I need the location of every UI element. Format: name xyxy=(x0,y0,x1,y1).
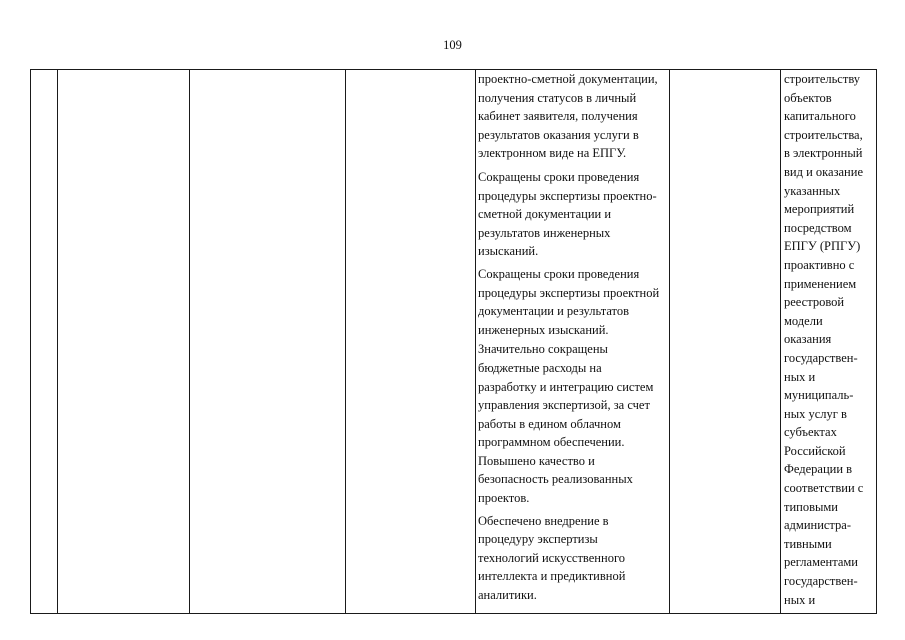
text-line: ных и xyxy=(784,592,816,607)
text-line: строительства, xyxy=(784,127,863,142)
text-line: регламентами xyxy=(784,555,858,570)
text-line: посредством xyxy=(784,220,852,235)
text-line: бюджетные расходы на xyxy=(478,360,602,375)
text-line: государствен- xyxy=(784,350,858,365)
text-line: объектов xyxy=(784,90,832,105)
text-line: государствен- xyxy=(784,574,858,589)
text-line: типовыми xyxy=(784,499,838,514)
text-line: ных услуг в xyxy=(784,406,847,421)
text-line: безопасность реализованных xyxy=(478,472,633,487)
text-line: электронном виде на ЕПГУ. xyxy=(478,146,627,161)
text-line: ЕПГУ (РПГУ) xyxy=(784,239,861,254)
table-cell-1 xyxy=(31,70,58,613)
paragraph xyxy=(478,512,669,605)
text-line: технологий искусственного xyxy=(478,550,626,565)
table xyxy=(30,69,877,614)
text-line: ных и xyxy=(784,369,816,384)
table-cell-4 xyxy=(346,70,476,613)
text-line: применением xyxy=(784,276,857,291)
text-line: документации и результатов xyxy=(478,304,629,319)
text-line: проактивно с xyxy=(784,257,855,272)
text-line: капитального xyxy=(784,109,856,124)
text-line: Значительно сокращены xyxy=(478,342,608,357)
text-line: Сокращены сроки проведения xyxy=(478,169,640,184)
page-number: 109 xyxy=(443,38,462,52)
text-line: процедуры экспертизы проектной xyxy=(478,285,660,300)
table-cell-2 xyxy=(58,70,190,613)
text-line: модели xyxy=(784,313,823,328)
text-line: тивными xyxy=(784,536,832,551)
text-line: сметной документации и xyxy=(478,207,612,222)
text-line: в электронный xyxy=(784,146,863,161)
text-line: результатов оказания услуги в xyxy=(478,127,639,142)
text-line: проектно-сметной документации, xyxy=(478,72,658,86)
table-cell-6 xyxy=(670,70,781,613)
paragraph xyxy=(478,340,669,452)
text-line: проектов. xyxy=(478,491,530,506)
text-line: Сокращены сроки проведения xyxy=(478,266,640,281)
text-line: Повышено качество и xyxy=(478,453,595,468)
text-line: изысканий. xyxy=(478,244,539,259)
text-line: оказания xyxy=(784,332,832,347)
text-line: инженерных изысканий. xyxy=(478,322,609,337)
text-line: администра- xyxy=(784,518,852,533)
text-line: мероприятий xyxy=(784,202,855,217)
text-line: Федерации в xyxy=(784,462,853,477)
text-line: кабинет заявителя, получения xyxy=(478,109,638,124)
text-line: процедуру экспертизы xyxy=(478,532,598,547)
paragraph xyxy=(478,265,669,339)
text-line: Обеспечено внедрение в xyxy=(478,513,609,528)
table-cell-7 xyxy=(781,70,876,613)
paragraph xyxy=(478,452,669,508)
text-line: реестровой xyxy=(784,295,845,310)
text-line: получения статусов в личный xyxy=(478,90,637,105)
text-line: Российской xyxy=(784,443,846,458)
text-line: указанных xyxy=(784,183,841,198)
text-line: строительству xyxy=(784,72,861,86)
text-line: субъектах xyxy=(784,425,837,440)
text-line: муниципаль- xyxy=(784,388,854,403)
text-line: вид и оказание xyxy=(784,164,863,179)
table-cell-5 xyxy=(476,70,670,613)
text-line: управления экспертизой, за счет xyxy=(478,398,650,413)
text-line: процедуры экспертизы проектно- xyxy=(478,188,657,203)
text-line: работы в едином облачном xyxy=(478,416,621,431)
text-line: результатов инженерных xyxy=(478,225,611,240)
paragraph xyxy=(478,168,669,261)
text-line: соответствии с xyxy=(784,481,864,496)
text-line: интеллекта и предиктивной xyxy=(478,569,626,584)
table-cell-3 xyxy=(190,70,346,613)
text-line: программном обеспечении. xyxy=(478,435,625,450)
text-line: разработку и интеграцию систем xyxy=(478,379,654,394)
text-line: аналитики. xyxy=(478,588,537,603)
paragraph xyxy=(478,70,669,163)
